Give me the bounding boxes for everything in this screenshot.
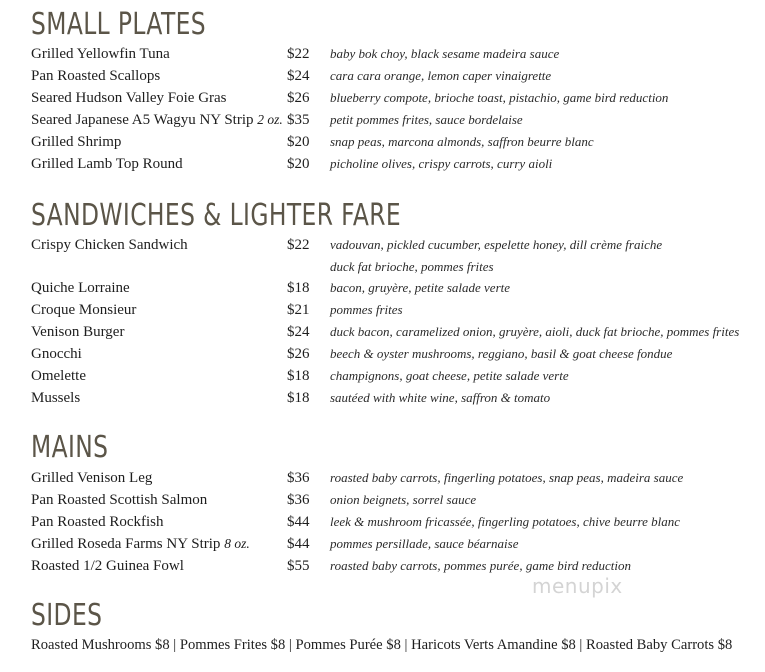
item-name: Crispy Chicken Sandwich [31, 237, 188, 253]
item-price: $22 [287, 46, 310, 62]
menu-item [0, 555, 765, 577]
sides-list: Roasted Mushrooms $8 | Pommes Frites $8 | Pommes Purée $8 | Haricots Verts Amandine $8 | Roasted Baby Carrots $8 [31, 637, 733, 653]
item-name: Grilled Venison Leg [31, 470, 153, 486]
item-price: $55 [287, 558, 310, 574]
item-price: $20 [287, 134, 310, 150]
item-price: $24 [287, 324, 310, 340]
section-heading-mains: MAINS [31, 430, 109, 465]
item-price: $44 [287, 514, 310, 530]
item-name: Grilled Yellowfin Tuna [31, 46, 170, 62]
item-description: champignons, goat cheese, petite salade verte [330, 368, 569, 383]
menu-item [0, 131, 765, 153]
section-heading-sandwiches: SANDWICHES & LIGHTER FARE [31, 198, 402, 233]
menu-item [0, 489, 765, 511]
item-name [31, 533, 250, 555]
item-name-text: Seared Japanese A5 Wagyu NY Strip [31, 112, 254, 128]
item-description-continued: duck fat brioche, pommes frites [330, 259, 494, 274]
menu-item [0, 65, 765, 87]
watermark: menupix [532, 574, 623, 598]
item-price: $26 [287, 90, 310, 106]
menu-item [0, 277, 765, 299]
item-name: Omelette [31, 368, 86, 384]
item-description: cara cara orange, lemon caper vinaigrette [330, 68, 552, 83]
item-price: $22 [287, 237, 310, 253]
item-name: Venison Burger [31, 324, 125, 340]
menu-item [0, 87, 765, 109]
item-description: beech & oyster mushrooms, reggiano, basil & goat cheese fondue [330, 346, 673, 361]
menu-item [0, 109, 765, 131]
item-price: $21 [287, 302, 310, 318]
item-name [31, 109, 283, 131]
menu-item [0, 467, 765, 489]
item-name: Mussels [31, 390, 81, 406]
item-price: $18 [287, 280, 310, 296]
item-name: Pan Roasted Rockfish [31, 514, 164, 530]
item-name: Grilled Shrimp [31, 134, 122, 150]
menu-item [0, 511, 765, 533]
item-price: $18 [287, 368, 310, 384]
item-description: onion beignets, sorrel sauce [330, 492, 477, 507]
item-price: $26 [287, 346, 310, 362]
item-description: snap peas, marcona almonds, saffron beurre blanc [330, 134, 594, 149]
item-name: Pan Roasted Scallops [31, 68, 161, 84]
item-price: $36 [287, 470, 310, 486]
menu-item [0, 299, 765, 321]
item-name: Croque Monsieur [31, 302, 137, 318]
item-description: roasted baby carrots, pommes purée, game bird reduction [330, 558, 632, 573]
item-description: vadouvan, pickled cucumber, espelette honey, dill crème fraiche [330, 237, 663, 252]
section-heading-small-plates: SMALL PLATES [31, 7, 207, 42]
menu-item [0, 43, 765, 65]
menu-item [0, 343, 765, 365]
item-price: $44 [287, 536, 310, 552]
item-portion-size: 2 oz. [257, 112, 283, 127]
item-description: baby bok choy, black sesame madeira sauce [330, 46, 560, 61]
item-description: blueberry compote, brioche toast, pistachio, game bird reduction [330, 90, 669, 105]
menu-item [0, 153, 765, 175]
item-price: $24 [287, 68, 310, 84]
menu-item [0, 387, 765, 409]
item-portion-size: 8 oz. [224, 536, 250, 551]
item-description: pommes frites [330, 302, 403, 317]
item-name: Roasted 1/2 Guinea Fowl [31, 558, 184, 574]
item-price: $35 [287, 112, 310, 128]
item-price: $20 [287, 156, 310, 172]
item-name-text: Grilled Roseda Farms NY Strip [31, 536, 221, 552]
item-description: picholine olives, crispy carrots, curry aioli [330, 156, 553, 171]
item-description: pommes persillade, sauce béarnaise [330, 536, 519, 551]
item-description: roasted baby carrots, fingerling potatoes, snap peas, madeira sauce [330, 470, 684, 485]
item-description: bacon, gruyère, petite salade verte [330, 280, 511, 295]
item-name: Pan Roasted Scottish Salmon [31, 492, 208, 508]
item-description: duck bacon, caramelized onion, gruyère, aioli, duck fat brioche, pommes frites [330, 324, 740, 339]
menu-item [0, 321, 765, 343]
item-description: leek & mushroom fricassée, fingerling potatoes, chive beurre blanc [330, 514, 680, 529]
item-name: Seared Hudson Valley Foie Gras [31, 90, 227, 106]
item-description: sautéed with white wine, saffron & tomato [330, 390, 551, 405]
menu-item [0, 533, 765, 555]
item-price: $36 [287, 492, 310, 508]
menu-item [0, 234, 765, 278]
item-name: Grilled Lamb Top Round [31, 156, 183, 172]
item-description: petit pommes frites, sauce bordelaise [330, 112, 523, 127]
item-name: Gnocchi [31, 346, 82, 362]
section-heading-sides: SIDES [31, 598, 103, 633]
item-price: $18 [287, 390, 310, 406]
item-name: Quiche Lorraine [31, 280, 130, 296]
menu-item [0, 365, 765, 387]
